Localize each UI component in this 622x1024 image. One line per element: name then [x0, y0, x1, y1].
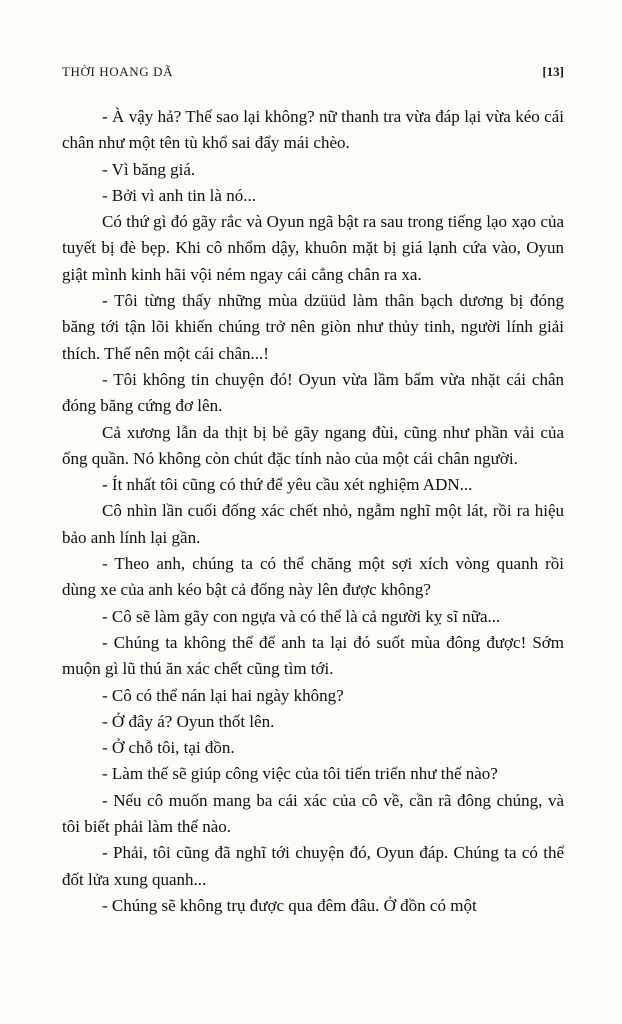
paragraph-4: Có thứ gì đó gãy rắc và Oyun ngã bật ra sau trong tiếng lạo xạo của tuyết bị đè bẹp. Khi cô nhổm dậy, khuôn mặt bị giá lạnh cứa vào, Oyun giật mình kinh hãi vội ném ngay cái cẳng chân ra xa. — [62, 212, 564, 284]
paragraph-15: - Ở chỗ tôi, tại đồn. — [102, 738, 235, 758]
paragraph-17: - Nếu cô muốn mang ba cái xác của cô về, cần rã đông chúng, và tôi biết phải làm thế nào. — [62, 790, 564, 837]
page-number: [13] — [542, 64, 564, 79]
paragraph-18: - Phải, tôi cũng đã nghĩ tới chuyện đó, Oyun đáp. Chúng ta có thể đốt lửa xung quanh... — [62, 843, 564, 889]
paragraph-6: - Tôi không tin chuyện đó! Oyun vừa lầm bẩm vừa nhặt cái chân đóng băng cứng đơ lên. — [62, 369, 564, 416]
paragraph-19: - Chúng sẽ không trụ được qua đêm đâu. Ở đồn có một — [102, 895, 477, 915]
paragraph-8: - Ít nhất tôi cũng có thứ để yêu cầu xét nghiệm ADN... — [102, 475, 473, 495]
page-header — [62, 64, 564, 80]
paragraph-11: - Cô sẽ làm gãy con ngựa và có thể là cả người kỵ sĩ nữa... — [102, 606, 501, 626]
paragraph-1: - À vậy hả? Thế sao lại không? nữ thanh tra vừa đáp lại vừa kéo cái chân như một tên tù khổ sai đẩy mái chèo. — [62, 107, 564, 153]
paragraph-14: - Ở đây á? Oyun thốt lên. — [102, 711, 275, 731]
paragraph-9: Cô nhìn lần cuối đống xác chết nhỏ, ngẫm nghĩ một lát, rồi ra hiệu bảo anh lính lại gần. — [62, 501, 564, 547]
paragraph-7: Cả xương lẫn da thịt bị bẻ gãy ngang đùi, cũng như phần vải của ống quần. Nó không còn chút đặc tính nào của một cái chân người. — [62, 422, 564, 468]
paragraph-5: - Tôi từng thấy những mùa dzüüd làm thân bạch dương bị đóng băng tới tận lõi khiến chúng trở nên giòn như thủy tinh, người lính giải thích. Thế nên một cái chân...! — [62, 291, 564, 363]
running-title: THỜI HOANG DÃ — [62, 64, 174, 79]
paragraph-2: - Vì băng giá. — [102, 159, 196, 179]
paragraph-10: - Theo anh, chúng ta có thể chăng một sợi xích vòng quanh rồi dùng xe của anh kéo bật cả đống này lên được không? — [62, 554, 564, 600]
paragraph-3: - Bởi vì anh tin là nó... — [102, 185, 256, 205]
page-body — [62, 104, 564, 919]
paragraph-16: - Làm thế sẽ giúp công việc của tôi tiến triển như thế nào? — [102, 764, 498, 784]
paragraph-12: - Chúng ta không thể để anh ta lại đó suốt mùa đông được! Sớm muộn gì lũ thú ăn xác chết cũng tìm tới. — [62, 632, 564, 679]
paragraph-13: - Cô có thể nán lại hai ngày không? — [102, 685, 344, 705]
